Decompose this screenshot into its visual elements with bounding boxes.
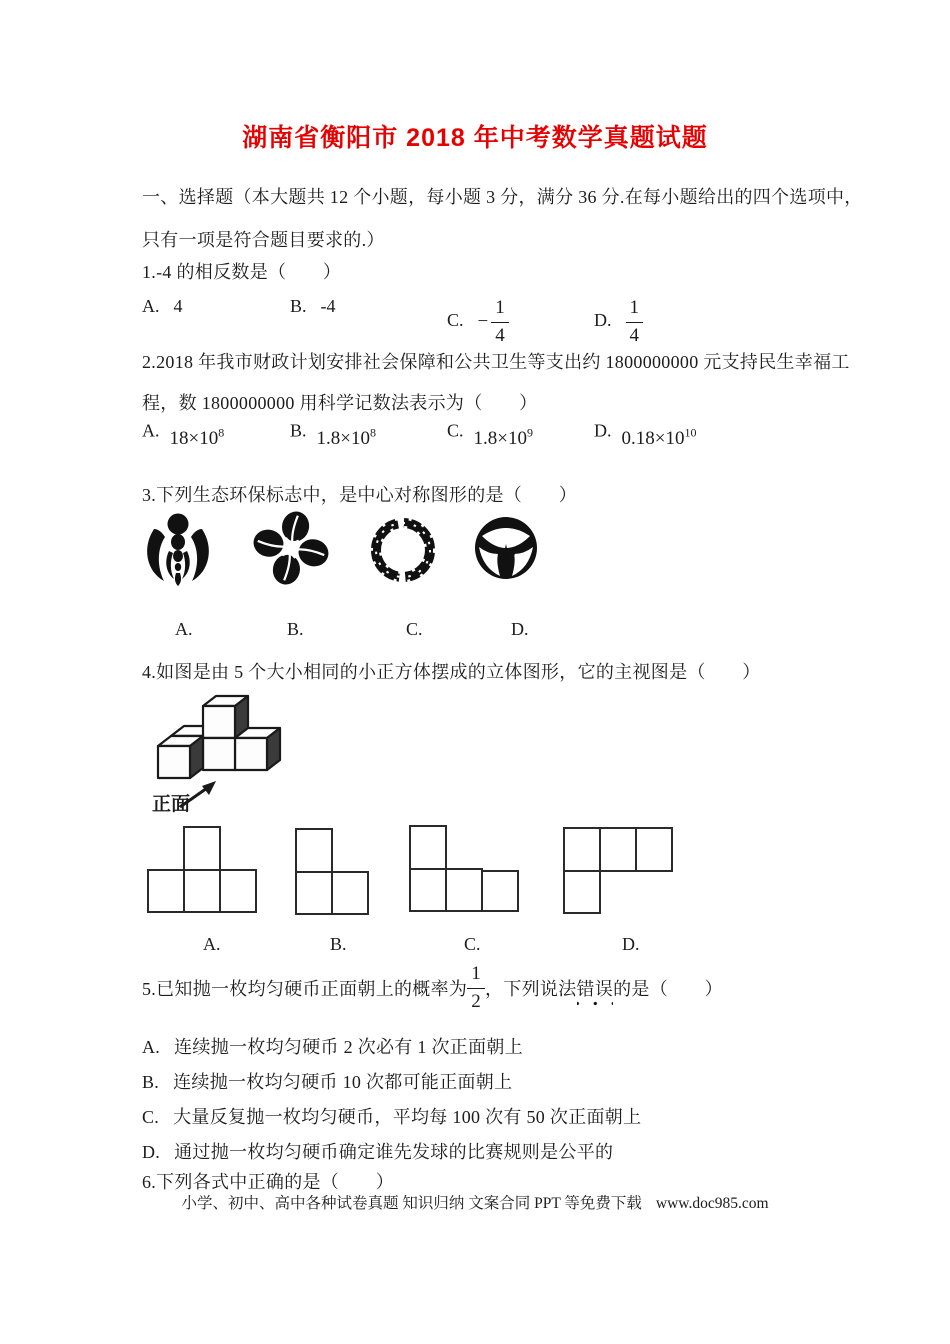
question-4-stem: 4.如图是由 5 个大小相同的小正方体摆成的立体图形，它的主视图是（ ）	[142, 662, 761, 682]
question-2-options	[142, 418, 862, 464]
question-1-options	[142, 276, 862, 346]
q4-label-c: C.	[464, 934, 481, 954]
fraction-one-quarter: $\frac{1}{4}$	[491, 296, 509, 348]
question-1-stem: 1.-4 的相反数是（ ）	[142, 262, 342, 282]
section-intro-line2: 只有一项是符合题目要求的.）	[142, 230, 385, 250]
q5-option-c: C. 大量反复抛一枚均匀硬币，平均每 100 次有 50 次正面朝上	[142, 1107, 642, 1127]
q1-option-c: C. − $\frac{1}{4}$	[447, 296, 509, 348]
q2-option-d: D. $0.18\times 10^{10}$	[594, 420, 697, 450]
q4-label-b: B.	[330, 934, 347, 954]
section-intro-line1: 一、选择题（本大题共 12 个小题，每小题 3 分，满分 36 分.在每小题给出的四个选项中，	[142, 187, 863, 207]
scientific-notation: $0.18\times 10^{10}$	[621, 426, 697, 450]
question-3-stem: 3.下列生态环保标志中，是中心对称图形的是（ ）	[142, 485, 577, 505]
view-shape-d-corner	[563, 827, 675, 915]
q1-option-d: D. $\frac{1}{4}$	[594, 296, 643, 348]
wreath-ring-logo-icon	[364, 513, 442, 587]
question-2-stem-line2: 程，数 1800000000 用科学记数法表示为（ ）	[142, 393, 538, 413]
view-shape-a-t-tetromino	[147, 826, 259, 914]
q2-option-b: B. $1.8\times 10^8$	[290, 420, 376, 450]
q3-label-c: C.	[406, 619, 423, 639]
scientific-notation: $18\times 10^8$	[169, 426, 225, 450]
footer-site-link[interactable]: www.doc985.com	[655, 1195, 769, 1212]
q1-option-a: A. 4	[142, 296, 183, 316]
q5-option-d: D. 通过抛一枚均匀硬币确定谁先发球的比赛规则是公平的	[142, 1142, 614, 1162]
four-petal-flower-logo-icon	[251, 509, 331, 587]
minus-sign: −	[477, 311, 489, 333]
q4-label-a: A.	[203, 934, 221, 954]
question-5-stem: 5.已知抛一枚均匀硬币正面朝上的概率为 $\frac{1}{2}$ ，下列说法错误的是（ ）	[142, 960, 723, 1016]
question-6-stem: 6.下列各式中正确的是（ ）	[142, 1172, 394, 1192]
scientific-notation: $1.8\times 10^8$	[316, 426, 376, 450]
q3-label-d: D.	[511, 619, 529, 639]
footer-promo-text: 小学、初中、高中各种试卷真题 知识归纳 文案合同 PPT 等免费下载	[181, 1195, 642, 1212]
q5-option-b: B. 连续抛一枚均匀硬币 10 次都可能正面朝上	[142, 1072, 513, 1092]
recycle-circle-logo-icon	[470, 514, 542, 584]
q5-option-a: A. 连续抛一枚均匀硬币 2 次必有 1 次正面朝上	[142, 1037, 524, 1057]
q2-option-a: A. $18\times 10^8$	[142, 420, 225, 450]
view-shape-c-j-tetromino	[409, 825, 521, 913]
fraction-one-half: $\frac{1}{2}$	[467, 962, 485, 1014]
q1-option-b: B. -4	[290, 296, 336, 316]
q3-label-b: B.	[287, 619, 304, 639]
footer	[0, 1191, 950, 1213]
scientific-notation: $1.8\times 10^9$	[473, 426, 533, 450]
page-title: 湖南省衡阳市 2018 年中考数学真题试题	[242, 124, 708, 152]
q2-option-c: C. $1.8\times 10^9$	[447, 420, 533, 450]
q3-label-a: A.	[175, 619, 193, 639]
fraction-one-quarter: $\frac{1}{4}$	[626, 296, 644, 348]
question-2-stem-line1: 2.2018 年我市财政计划安排社会保障和公共卫生等支出约 1800000000 元支持民生幸福工	[142, 352, 850, 372]
figure-with-leaves-logo-icon	[138, 511, 218, 589]
emphasized-word: 错误	[577, 979, 614, 1006]
view-shape-b-l-tromino	[295, 828, 371, 916]
front-face-caption: 正面	[152, 794, 191, 815]
q4-label-d: D.	[622, 934, 640, 954]
